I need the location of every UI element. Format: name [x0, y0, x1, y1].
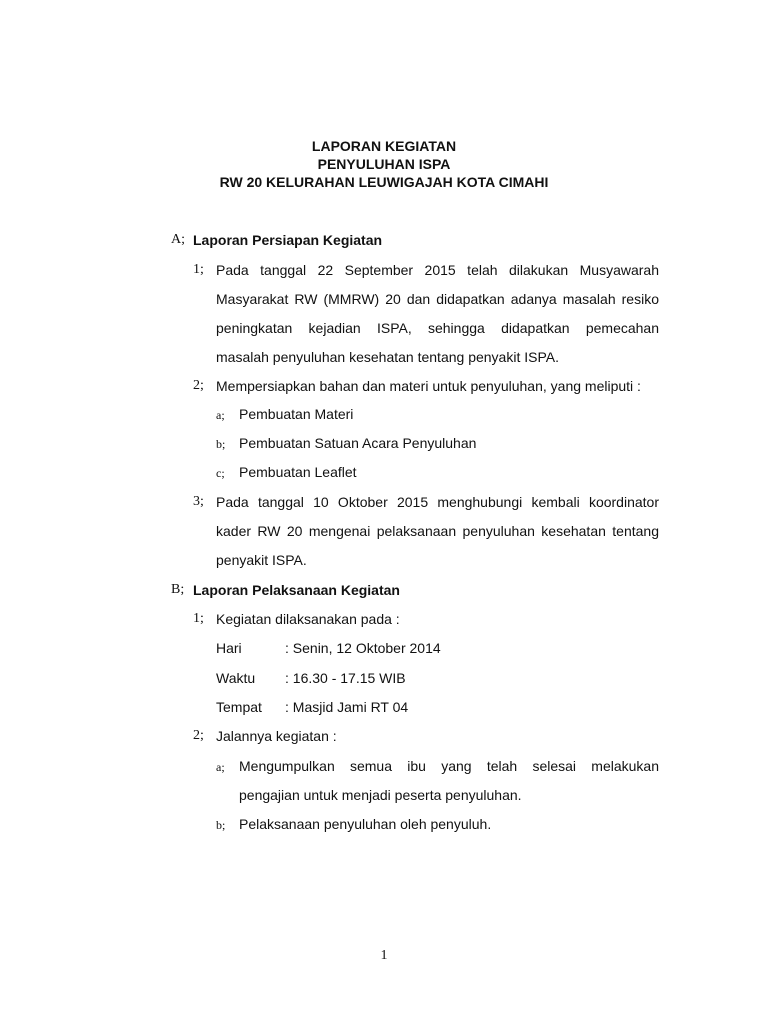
a-item1-line4: masalah penyuluhan kesehatan tentang penyakit ISPA.: [216, 349, 559, 365]
b-item2-sub-b-text: Pelaksanaan penyuluhan oleh penyuluh.: [239, 816, 492, 832]
schedule-day-label: Hari: [216, 640, 242, 656]
schedule-place-value: : Masjid Jami RT 04: [285, 699, 409, 715]
report-subtitle: PENYULUHAN ISPA: [317, 156, 451, 172]
schedule-time-label: Waktu: [216, 670, 256, 686]
report-title: LAPORAN KEGIATAN: [311, 138, 457, 154]
page-number: 1: [380, 948, 388, 963]
b-item2-sub-a-line1: Mengumpulkan semua ibu yang telah selesai melakukan: [239, 758, 659, 774]
section-b-marker: B;: [171, 582, 185, 597]
a-item2-sub-a-marker: a;: [216, 408, 225, 422]
section-a-marker: A;: [171, 232, 185, 247]
b-item2-sub-a-marker: a;: [216, 760, 225, 774]
a-item1-line2: Masyarakat RW (MMRW) 20 dan didapatkan adanya masalah resiko: [216, 291, 659, 307]
a-item2-text: Mempersiapkan bahan dan materi untuk penyuluhan, yang meliputi :: [216, 378, 641, 394]
b-item2-sub-a-line2: pengajian untuk menjadi peserta penyuluhan.: [239, 787, 522, 803]
a-item3-line1: Pada tanggal 10 Oktober 2015 menghubungi kembali koordinator: [216, 494, 659, 510]
b-item1-marker: 1;: [193, 611, 204, 626]
a-item2-sub-c-marker: c;: [216, 466, 225, 480]
b-item1-text: Kegiatan dilaksanakan pada :: [216, 611, 400, 627]
a-item2-sub-c-text: Pembuatan Leaflet: [239, 464, 357, 480]
a-item1-line1: Pada tanggal 22 September 2015 telah dilakukan Musyawarah: [216, 262, 659, 278]
a-item2-sub-b-text: Pembuatan Satuan Acara Penyuluhan: [239, 435, 477, 451]
a-item2-marker: 2;: [193, 378, 204, 393]
a-item1-line3: peningkatan kejadian ISPA, sehingga didapatkan pemecahan: [216, 320, 659, 336]
a-item3-line3: penyakit ISPA.: [216, 552, 307, 568]
a-item3-line2: kader RW 20 mengenai pelaksanaan penyuluhan kesehatan tentang: [216, 523, 659, 539]
section-b-heading: Laporan Pelaksanaan Kegiatan: [193, 582, 400, 598]
schedule-day-value: : Senin, 12 Oktober 2014: [285, 640, 441, 656]
b-item2-text: Jalannya kegiatan :: [216, 728, 337, 744]
a-item2-sub-a-text: Pembuatan Materi: [239, 406, 354, 422]
section-a-heading: Laporan Persiapan Kegiatan: [193, 232, 383, 248]
schedule-time-value: : 16.30 - 17.15 WIB: [285, 670, 406, 686]
report-location: RW 20 KELURAHAN LEUWIGAJAH KOTA CIMAHI: [219, 174, 549, 190]
a-item3-marker: 3;: [193, 494, 204, 509]
b-item2-marker: 2;: [193, 728, 204, 743]
b-item2-sub-b-marker: b;: [216, 818, 226, 832]
schedule-place-label: Tempat: [216, 699, 262, 715]
a-item2-sub-b-marker: b;: [216, 437, 226, 451]
a-item1-marker: 1;: [193, 262, 204, 277]
